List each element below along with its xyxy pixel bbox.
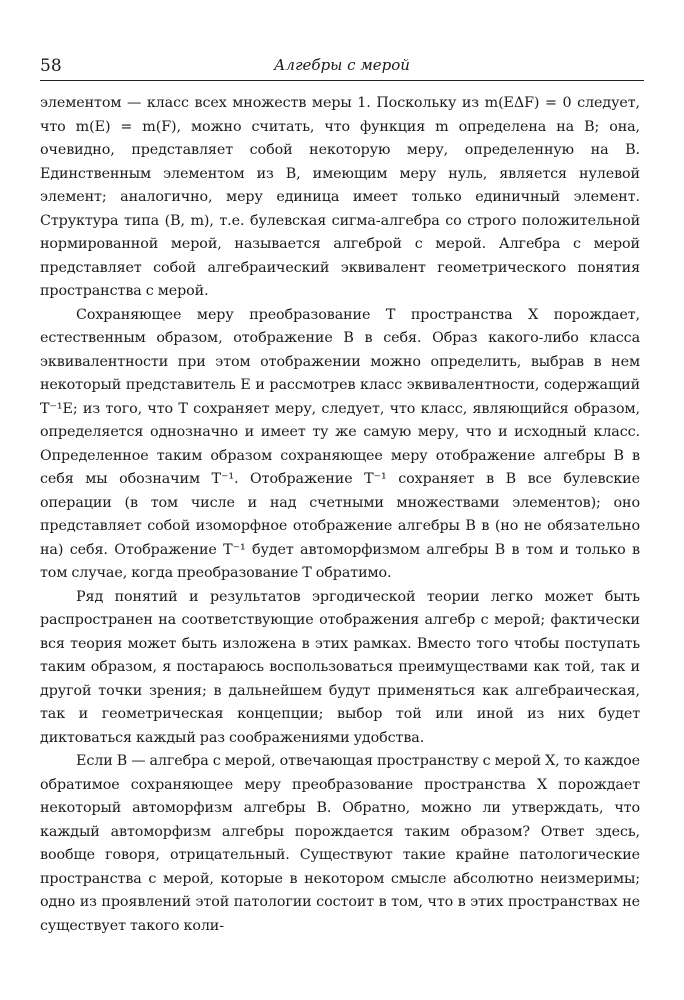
page-number: 58 (40, 56, 62, 76)
running-title: Алгебры с мерой (274, 56, 410, 74)
paragraph-1: элементом — класс всех множеств меры 1. Поскольку из m(EΔF) = 0 следует, что m(E) = m(F), можно считать, что функция m определена на B; она, очевидно, представляет собой некоторую меру, определенную на B. Единственным элементом из B, имеющим меру нуль, является нулевой элемент; аналогично, меру единица имеет только единичный элемент. Структура типа (B, m), т.е. булевская сигма-алгебра со строго положительной нормированной мерой, называется алгеброй с мерой. Алгебра с мерой представляет собой алгебраический эквивалент геометрического понятия пространства с мерой. (40, 95, 640, 299)
header-rule (40, 80, 644, 81)
paragraph-4: Если B — алгебра с мерой, отвечающая пространству с мерой X, то каждое обратимое сохраняющее меру преобразование пространства X порождает некоторый автоморфизм алгебры B. Обратно, можно ли утверждать, что каждый автоморфизм алгебры порождается таким образом? Ответ здесь, вообще говоря, отрицательный. Существуют такие крайне патологические пространства с мерой, которые в некотором смысле абсолютно неизмеримы; одно из проявлений этой патологии состоит в том, что в этих пространствах не существует такого коли- (40, 753, 640, 934)
body-text (40, 92, 640, 938)
paragraph-3: Ряд понятий и результатов эргодической теории легко может быть распространен на соответствующие отображения алгебр с мерой; фактически вся теория может быть изложена в этих рамках. Вместо того чтобы поступать таким образом, я постараюсь воспользоваться преимуществами как той, так и другой точки зрения; в дальнейшем будут применяться как алгебраическая, так и геометрическая концепции; выбор той или иной из них будет диктоваться каждый раз соображениями удобства. (40, 588, 640, 746)
paragraph-2: Сохраняющее меру преобразование T пространства X порождает, естественным образом, отображение B в себя. Образ какого-либо класса эквивалентности при этом отображении можно определить, выбрав в нем некоторый представитель E и рассмотрев класс эквивалентности, содержащий T⁻¹E; из того, что T сохраняет меру, следует, что класс, являющийся образом, определяется однозначно и имеет ту же самую меру, что и исходный класс. Определенное таким образом сохраняющее меру отображение алгебры B в себя мы обозначим T⁻¹. Отображение T⁻¹ сохраняет в B все булевские операции (в том числе и над счетными множествами элементов); оно представляет собой изоморфное отображение алгебры B в (но не обязательно на) себя. Отображение T⁻¹ будет автоморфизмом алгебры B в том и только в том случае, когда преобразование T обратимо. (40, 306, 640, 581)
page-header (40, 56, 644, 78)
